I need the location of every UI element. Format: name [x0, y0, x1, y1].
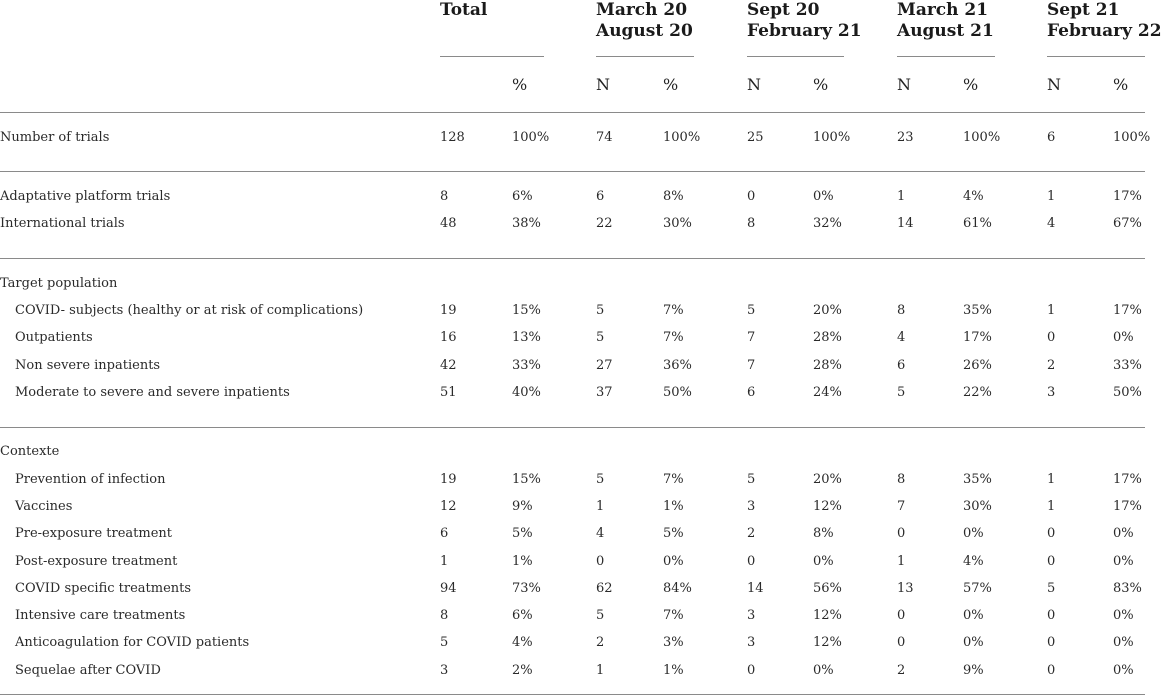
table-cell: 5%: [663, 526, 684, 541]
table-cell: 0%: [663, 554, 684, 569]
column-group-header-line2: August 21: [897, 21, 994, 41]
table-cell: 17%: [1113, 189, 1142, 204]
table-cell: 51: [440, 385, 457, 400]
table-cell: 36%: [663, 358, 692, 373]
table-cell: 2: [596, 635, 605, 650]
table-cell: 27: [596, 358, 613, 373]
row-label: Number of trials: [0, 130, 110, 145]
table-cell: 40%: [512, 385, 541, 400]
table-cell: 48: [440, 216, 457, 231]
table-cell: 1%: [663, 499, 684, 514]
table-cell: 8%: [663, 189, 684, 204]
table-cell: 0%: [1113, 526, 1134, 541]
table-cell: 0%: [1113, 635, 1134, 650]
table-cell: 37: [596, 385, 613, 400]
row-label-indented: Outpatients: [15, 330, 93, 345]
table-cell: 22%: [963, 385, 992, 400]
table-cell: 3: [1047, 385, 1056, 400]
column-subheader: N: [747, 75, 761, 94]
table-cell: 8: [440, 189, 449, 204]
table-cell: 19: [440, 472, 457, 487]
table-cell: 5: [747, 303, 756, 318]
table-cell: 12%: [813, 608, 842, 623]
table-cell: 6: [440, 526, 449, 541]
column-subheader: %: [1113, 75, 1129, 94]
row-label-indented: Pre-exposure treatment: [15, 526, 173, 541]
table-cell: 5: [440, 635, 449, 650]
table-cell: 6%: [512, 189, 533, 204]
column-subheader: %: [512, 75, 528, 94]
table-cell: 14: [897, 216, 914, 231]
table-cell: 5: [897, 385, 906, 400]
table-cell: 1: [440, 554, 449, 569]
table-cell: 30%: [963, 499, 992, 514]
table-cell: 61%: [963, 216, 992, 231]
table-cell: 0: [1047, 635, 1056, 650]
table-cell: 1: [1047, 499, 1056, 514]
table-cell: 8: [440, 608, 449, 623]
table-cell: 12%: [813, 499, 842, 514]
table-cell: 84%: [663, 581, 692, 596]
column-group-header-line1: Sept 20: [747, 0, 820, 20]
table-cell: 4: [897, 330, 906, 345]
table-cell: 16: [440, 330, 457, 345]
table-cell: 0%: [813, 554, 834, 569]
table-cell: 1%: [663, 663, 684, 678]
table-cell: 3: [440, 663, 449, 678]
table-cell: 62: [596, 581, 613, 596]
table-cell: 38%: [512, 216, 541, 231]
table-cell: 17%: [1113, 499, 1142, 514]
table-cell: 2: [897, 663, 906, 678]
table-cell: 20%: [813, 472, 842, 487]
table-cell: 28%: [813, 330, 842, 345]
row-label-indented: COVID specific treatments: [15, 581, 192, 596]
table-cell: 4: [1047, 216, 1056, 231]
column-group-header-line2: February 22: [1047, 21, 1162, 41]
table-cell: 42: [440, 358, 457, 373]
table-cell: 9%: [963, 663, 984, 678]
table-cell: 0%: [1113, 330, 1134, 345]
table-cell: 1: [1047, 303, 1056, 318]
group-header-rule: [747, 56, 844, 57]
table-cell: 7%: [663, 608, 684, 623]
table-cell: 0: [747, 189, 756, 204]
table-cell: 1: [897, 189, 906, 204]
table-cell: 50%: [663, 385, 692, 400]
section-divider: [0, 171, 1145, 172]
table-cell: 0%: [1113, 663, 1134, 678]
table-cell: 24%: [813, 385, 842, 400]
table-cell: 0%: [1113, 608, 1134, 623]
table-cell: 3: [747, 635, 756, 650]
table-cell: 3: [747, 499, 756, 514]
table-cell: 17%: [963, 330, 992, 345]
table-cell: 15%: [512, 472, 541, 487]
table-cell: 12: [440, 499, 457, 514]
table-cell: 3%: [663, 635, 684, 650]
table-cell: 67%: [1113, 216, 1142, 231]
table-cell: 0%: [813, 663, 834, 678]
table-cell: 6: [596, 189, 605, 204]
table-cell: 0: [1047, 608, 1056, 623]
column-subheader: %: [963, 75, 979, 94]
table-cell: 6: [897, 358, 906, 373]
table-cell: 5: [747, 472, 756, 487]
table-cell: 5: [596, 608, 605, 623]
table-cell: 7%: [663, 303, 684, 318]
table-cell: 7%: [663, 330, 684, 345]
column-group-header-line1: Sept 21: [1047, 0, 1120, 20]
table-cell: 32%: [813, 216, 842, 231]
table-cell: 1: [897, 554, 906, 569]
group-header-rule: [440, 56, 544, 57]
table-cell: 73%: [512, 581, 541, 596]
table-cell: 0: [1047, 330, 1056, 345]
table-cell: 9%: [512, 499, 533, 514]
row-label: Target population: [0, 276, 118, 291]
table-cell: 8%: [813, 526, 834, 541]
table-cell: 13: [897, 581, 914, 596]
table-cell: 0: [596, 554, 605, 569]
table-cell: 7: [897, 499, 906, 514]
row-label-indented: Anticoagulation for COVID patients: [15, 635, 250, 650]
table-cell: 33%: [512, 358, 541, 373]
row-label: International trials: [0, 216, 125, 231]
table-cell: 13%: [512, 330, 541, 345]
table-cell: 6%: [512, 608, 533, 623]
row-label-indented: COVID- subjects (healthy or at risk of complications): [15, 303, 364, 318]
section-divider: [0, 694, 1145, 695]
table-cell: 5%: [512, 526, 533, 541]
column-group-header: [747, 0, 862, 42]
table-cell: 3: [747, 608, 756, 623]
table-cell: 8: [897, 472, 906, 487]
column-subheader: N: [596, 75, 610, 94]
table-cell: 8: [747, 216, 756, 231]
table-cell: 0: [1047, 554, 1056, 569]
table-cell: 100%: [512, 130, 550, 145]
table-cell: 56%: [813, 581, 842, 596]
table-cell: 1: [1047, 472, 1056, 487]
table-cell: 35%: [963, 303, 992, 318]
table-cell: 5: [596, 303, 605, 318]
group-header-rule: [596, 56, 694, 57]
table-cell: 1%: [512, 554, 533, 569]
table-cell: 0: [1047, 526, 1056, 541]
table-cell: 26%: [963, 358, 992, 373]
row-label-indented: Prevention of infection: [15, 472, 166, 487]
table-cell: 0%: [963, 635, 984, 650]
column-subheader: %: [813, 75, 829, 94]
column-subheader: N: [897, 75, 911, 94]
table-cell: 1: [596, 499, 605, 514]
table-cell: 7: [747, 330, 756, 345]
table-cell: 4%: [963, 189, 984, 204]
group-header-rule: [897, 56, 995, 57]
row-label-indented: Post-exposure treatment: [15, 554, 178, 569]
table-cell: 4%: [512, 635, 533, 650]
table-cell: 0: [747, 554, 756, 569]
table-cell: 4: [596, 526, 605, 541]
table-cell: 0: [897, 608, 906, 623]
table-cell: 23: [897, 130, 914, 145]
table-cell: 1: [1047, 189, 1056, 204]
table-cell: 4%: [963, 554, 984, 569]
table-cell: 17%: [1113, 303, 1142, 318]
column-subheader: %: [663, 75, 679, 94]
column-group-header-line1: March 20: [596, 0, 688, 20]
table-cell: 15%: [512, 303, 541, 318]
table-cell: 30%: [663, 216, 692, 231]
row-label: Adaptative platform trials: [0, 189, 171, 204]
column-group-header-line2: February 21: [747, 21, 862, 41]
table-cell: 0: [1047, 663, 1056, 678]
group-header-rule: [1047, 56, 1145, 57]
table-cell: 100%: [663, 130, 701, 145]
table-cell: 5: [596, 330, 605, 345]
row-label-indented: Moderate to severe and severe inpatients: [15, 385, 290, 400]
table-cell: 7%: [663, 472, 684, 487]
table-cell: 0: [897, 635, 906, 650]
row-label-indented: Sequelae after COVID: [15, 663, 161, 678]
table-cell: 74: [596, 130, 613, 145]
table-cell: 28%: [813, 358, 842, 373]
column-group-header-line1: March 21: [897, 0, 989, 20]
column-group-header: [897, 0, 994, 42]
table-cell: 33%: [1113, 358, 1142, 373]
table-cell: 5: [596, 472, 605, 487]
table-cell: 17%: [1113, 472, 1142, 487]
table-cell: 50%: [1113, 385, 1142, 400]
column-group-header-line1: Total: [440, 0, 488, 20]
column-group-header: [596, 0, 693, 42]
table-cell: 5: [1047, 581, 1056, 596]
row-label-indented: Vaccines: [15, 499, 73, 514]
table-cell: 0: [897, 526, 906, 541]
table-cell: 100%: [1113, 130, 1151, 145]
table-cell: 94: [440, 581, 457, 596]
table-cell: 35%: [963, 472, 992, 487]
row-label-indented: Intensive care treatments: [15, 608, 186, 623]
table-cell: 0%: [963, 608, 984, 623]
table-cell: 6: [747, 385, 756, 400]
table-cell: 0: [747, 663, 756, 678]
table-cell: 57%: [963, 581, 992, 596]
table-cell: 1: [596, 663, 605, 678]
table-cell: 6: [1047, 130, 1056, 145]
row-label: Contexte: [0, 444, 60, 459]
table-cell: 0%: [1113, 554, 1134, 569]
column-group-header: [440, 0, 487, 21]
table-cell: 19: [440, 303, 457, 318]
table-cell: 22: [596, 216, 613, 231]
column-subheader: N: [1047, 75, 1061, 94]
table-cell: 20%: [813, 303, 842, 318]
table-cell: 100%: [813, 130, 851, 145]
column-group-header: [1047, 0, 1162, 42]
table-cell: 14: [747, 581, 764, 596]
table-cell: 2: [1047, 358, 1056, 373]
table-cell: 2%: [512, 663, 533, 678]
table-cell: 0%: [813, 189, 834, 204]
table-cell: 100%: [963, 130, 1001, 145]
section-divider: [0, 427, 1145, 428]
table-cell: 12%: [813, 635, 842, 650]
table-cell: 7: [747, 358, 756, 373]
table-cell: 83%: [1113, 581, 1142, 596]
section-divider: [0, 112, 1145, 113]
table-cell: 0%: [963, 526, 984, 541]
row-label-indented: Non severe inpatients: [15, 358, 161, 373]
table-cell: 128: [440, 130, 465, 145]
table-cell: 25: [747, 130, 764, 145]
table-cell: 2: [747, 526, 756, 541]
section-divider: [0, 258, 1145, 259]
column-group-header-line2: August 20: [596, 21, 693, 41]
table-cell: 8: [897, 303, 906, 318]
